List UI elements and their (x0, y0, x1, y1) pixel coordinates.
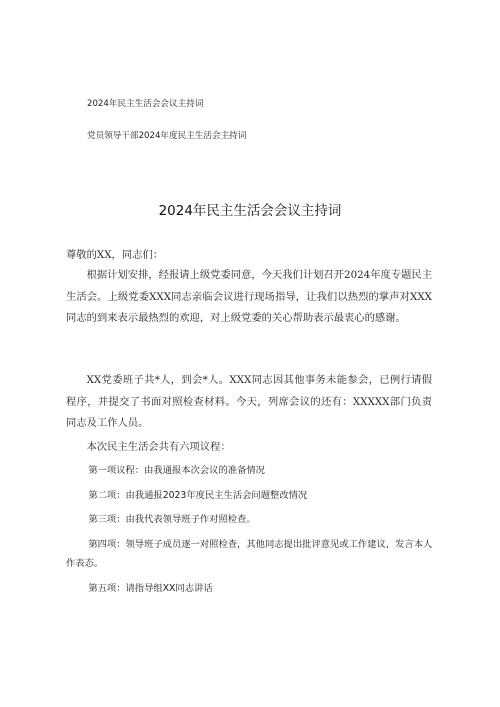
paragraph-attendance (66, 370, 432, 435)
salutation-text: 尊敬的XX，同志们： (66, 249, 164, 261)
agenda-item: 第二项：由我通报2023年度民主生活会问题整改情况 (88, 489, 308, 501)
agenda-item: 第一项议程：由我通报本次会议的准备情况 (88, 465, 265, 476)
agenda-list (66, 461, 436, 603)
document-title: 2024年民主生活会会议主持词 (158, 203, 342, 219)
agenda-item: 第四项：领导班子成员逐一对照检查，其他同志提出批评意见或工作建议，发言本人作表态。 (66, 538, 433, 569)
paragraph-opening (66, 265, 432, 330)
salutation (66, 245, 432, 267)
header-line-1: 2024年民主生活会会议主持词 (87, 99, 204, 109)
paragraph-text: 根据计划安排，经报请上级党委同意，今天我们计划召开2024年度专题民主生活会。上级党委XXX同志亲临会议进行现场指导，让我们以热烈的掌声对XXX同志的到来表示最热烈的欢迎，对上级党委的关心帮助表示最衷心的感谢。 (66, 269, 433, 324)
paragraph-agenda-intro (66, 437, 432, 459)
header-line-2: 党员领导干部2024年度民主生活会主持词 (87, 131, 247, 141)
agenda-item: 第三项：由我代表领导班子作对照检查。 (88, 514, 256, 525)
paragraph-text: 本次民主生活会共有六项议程： (86, 441, 231, 453)
agenda-item: 第五项：请指导组XX同志讲话 (88, 582, 213, 594)
paragraph-text: XX党委班子共*人，到会*人。XXX同志因其他事务未能参会，已例行请假程序，并提交了书面对照检查材料。今天，列席会议的还有：XXXXX部门负责同志及工作人员。 (66, 374, 432, 429)
